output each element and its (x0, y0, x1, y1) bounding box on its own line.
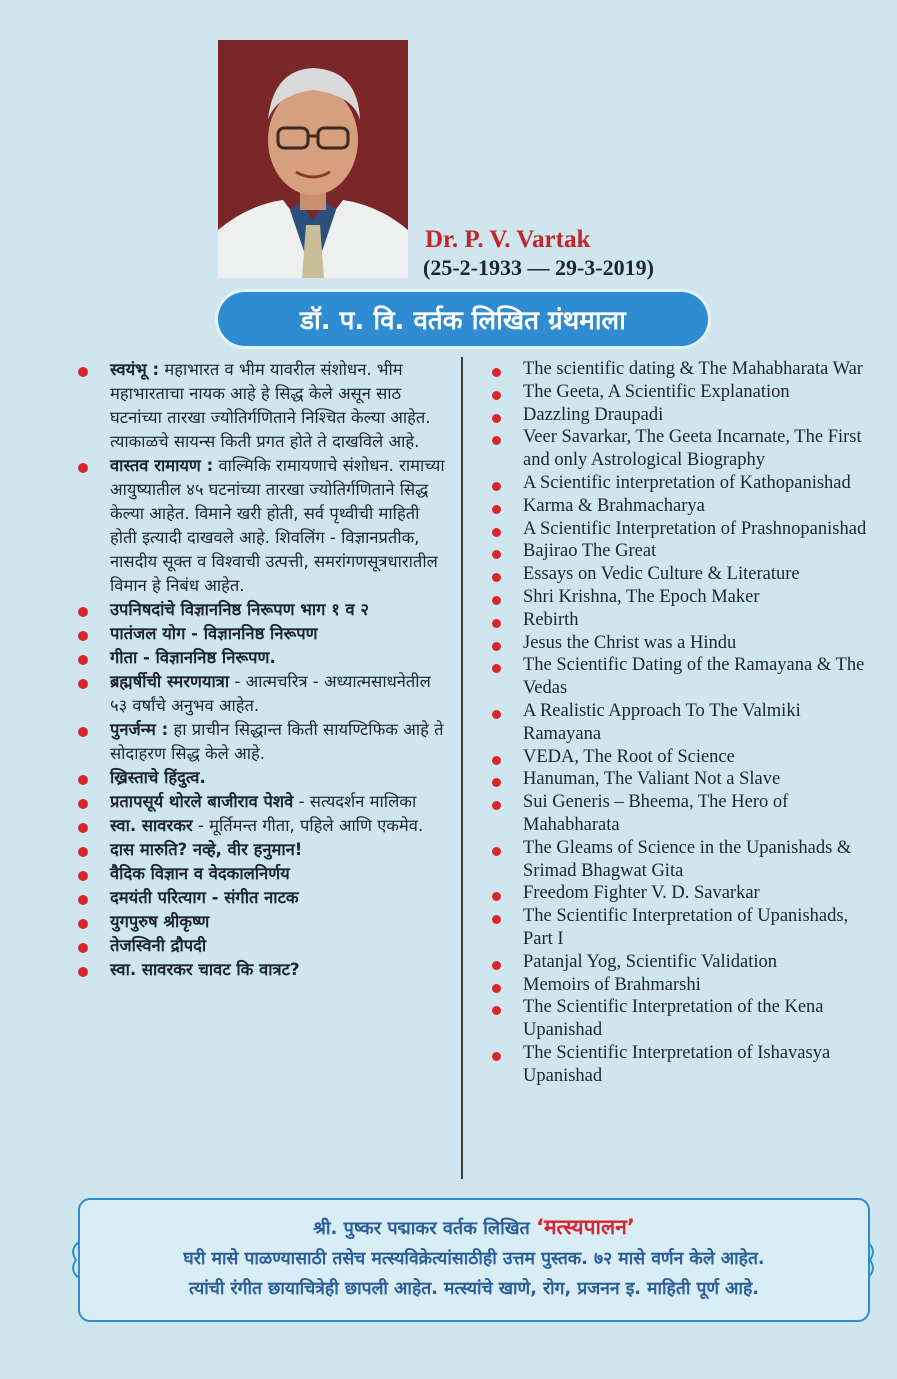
marathi-book-item (78, 454, 450, 598)
english-book-item (490, 791, 870, 837)
book-title: प्रतापसूर्य थोरले बाजीराव पेशवे (110, 792, 294, 811)
book-title: The Scientific Interpretation of Upanishads, Part I (523, 906, 849, 949)
marathi-book-item (78, 766, 450, 790)
english-book-item (490, 563, 870, 586)
english-book-list (490, 358, 870, 1088)
book-title: VEDA, The Root of Science (523, 746, 735, 767)
english-book-item (490, 381, 870, 404)
bullet-icon (78, 943, 88, 953)
bullet-icon (492, 550, 501, 559)
bullet-icon (78, 655, 88, 665)
bullet-icon (492, 961, 501, 970)
english-book-item (490, 472, 870, 495)
bullet-icon (492, 482, 501, 491)
bullet-icon (492, 368, 501, 377)
marathi-book-item (78, 814, 450, 838)
book-title: The Scientific Dating of the Ramayana & The Vedas (523, 655, 865, 699)
bullet-icon (78, 775, 88, 785)
book-title: The Scientific Interpretation of the Kena Upanishad (523, 997, 824, 1041)
bullet-icon (492, 573, 501, 582)
bullet-icon (492, 892, 501, 901)
book-title: Dazzling Draupadi (523, 404, 664, 425)
column-divider (461, 357, 463, 1179)
book-description: - मूर्तिमन्त गीता, पहिले आणि एकमेव. (192, 816, 424, 835)
bullet-icon (492, 596, 501, 605)
english-book-item (490, 426, 870, 472)
bullet-icon (78, 727, 88, 737)
book-title: A Scientific Interpretation of Prashnopanishad (523, 518, 867, 539)
bullet-icon (492, 915, 501, 924)
book-title: वास्तव रामायण : (110, 456, 214, 475)
book-title: The Gleams of Science in the Upanishads & Srimad Bhagwat Gita (523, 837, 852, 881)
bullet-icon (492, 414, 501, 423)
book-title: पुनर्जन्म : (110, 720, 169, 739)
book-description: - आत्मचरित्र - अध्यात्मसाधनेतील ५३ वर्षांचे अनुभव आहेत. (110, 672, 431, 715)
book-title: Freedom Fighter V. D. Savarkar (523, 883, 760, 904)
bullet-icon (492, 619, 501, 628)
book-title: A Realistic Approach To The Valmiki Ramayana (523, 700, 801, 744)
book-description: महाभारत व भीम यावरील संशोधन. भीम महाभारताचा नायक आहे हे सिद्ध केले असून साठ घटनांच्या तारखा ज्योतिर्गणिताने निश्चित केल्या आहेत. त्याकाळचे सायन्स किती प्रगत होते ते दाखविले आहे. (110, 360, 431, 451)
english-book-item (490, 586, 870, 609)
english-book-item (490, 358, 870, 381)
marathi-book-item (78, 910, 450, 934)
bullet-icon (492, 391, 501, 400)
bullet-icon (492, 710, 501, 719)
bullet-icon (492, 984, 501, 993)
marathi-book-item (78, 622, 450, 646)
marathi-book-item (78, 358, 450, 454)
book-title: ख्रिस्ताचे हिंदुत्व. (110, 768, 206, 787)
bullet-icon (78, 847, 88, 857)
bullet-icon (78, 895, 88, 905)
book-title: The scientific dating & The Mahabharata War (523, 359, 863, 379)
english-book-item (490, 495, 870, 518)
book-title: The Geeta, A Scientific Explanation (523, 381, 790, 402)
book-title: Karma & Brahmacharya (523, 495, 705, 516)
author-name: Dr. P. V. Vartak (425, 226, 591, 253)
bullet-icon (78, 799, 88, 809)
english-book-item (490, 700, 870, 746)
book-title: Essays on Vedic Culture & Literature (523, 564, 800, 585)
promo-box (78, 1198, 870, 1322)
english-book-item (490, 951, 870, 974)
book-title: Bajirao The Great (523, 541, 657, 562)
book-title: दमयंती परित्याग - संगीत नाटक (110, 888, 299, 907)
marathi-book-item (78, 598, 450, 622)
book-title: A Scientific interpretation of Kathopanishad (523, 472, 851, 493)
marathi-book-item (78, 718, 450, 766)
promo-line-1 (80, 1212, 868, 1244)
bullet-icon (492, 436, 501, 445)
marathi-book-item (78, 862, 450, 886)
promo-book-title: ‘मत्स्यपालन’ (536, 1215, 635, 1239)
book-title: Patanjal Yog, Scientific Validation (523, 951, 778, 972)
bullet-icon (492, 801, 501, 810)
english-book-item (490, 1042, 870, 1088)
bullet-icon (78, 607, 88, 617)
series-banner-title: डॉ. प. वि. वर्तक लिखित ग्रंथमाला (300, 306, 626, 336)
marathi-book-item (78, 670, 450, 718)
bullet-icon (492, 756, 501, 765)
book-title: स्वयंभू : (110, 360, 160, 379)
english-book-item (490, 996, 870, 1042)
bullet-icon (78, 367, 88, 377)
bullet-icon (492, 1052, 501, 1061)
bullet-icon (78, 871, 88, 881)
bullet-icon (492, 778, 501, 787)
marathi-book-item (78, 646, 450, 670)
book-title: गीता - विज्ञाननिष्ठ निरूपण. (110, 648, 276, 667)
english-book-item (490, 518, 870, 541)
bullet-icon (492, 642, 501, 651)
book-title: Memoirs of Brahmarshi (523, 974, 701, 995)
book-title: Veer Savarkar, The Geeta Incarnate, The First and only Astrological Biography (523, 427, 862, 471)
book-title: युगपुरुष श्रीकृष्ण (110, 912, 210, 931)
book-title: पातंजल योग - विज्ञाननिष्ठ निरूपण (110, 624, 318, 643)
marathi-book-item (78, 958, 450, 982)
english-book-item (490, 632, 870, 655)
bullet-icon (78, 679, 88, 689)
author-photo (218, 40, 408, 278)
book-title: Shri Krishna, The Epoch Maker (523, 586, 760, 607)
bullet-icon (492, 528, 501, 537)
book-title: The Scientific Interpretation of Ishavasya Upanishad (523, 1042, 831, 1086)
marathi-book-list (78, 358, 450, 982)
book-title: ब्रह्मर्षीची स्मरणयात्रा (110, 672, 230, 691)
book-title: स्वा. सावरकर (110, 816, 193, 835)
marathi-book-item (78, 790, 450, 814)
book-description: - सत्यदर्शन मालिका (293, 792, 417, 811)
english-book-item (490, 609, 870, 632)
english-book-item (490, 404, 870, 427)
english-book-item (490, 974, 870, 997)
book-title: तेजस्विनी द्रौपदी (110, 936, 207, 955)
book-title: Sui Generis – Bheema, The Hero of Mahabharata (523, 792, 789, 835)
english-book-item (490, 882, 870, 905)
english-book-item (490, 654, 870, 700)
bullet-icon (78, 463, 88, 473)
english-book-item (490, 905, 870, 951)
bullet-icon (492, 1006, 501, 1015)
english-book-item (490, 768, 870, 791)
bullet-icon (492, 847, 501, 856)
author-dates: (25-2-1933 — 29-3-2019) (423, 255, 654, 280)
promo-line-3: त्यांची रंगीत छायाचित्रेही छापली आहेत. मत्स्यांचे खाणे, रोग, प्रजनन इ. माहिती पूर्ण आहे. (189, 1279, 759, 1299)
bullet-icon (78, 631, 88, 641)
promo-line-2: घरी मासे पाळण्यासाठी तसेच मत्स्यविक्रेत्यांसाठीही उत्तम पुस्तक. ७२ मासे वर्णन केले आहेत. (183, 1249, 765, 1269)
book-title: उपनिषदांचे विज्ञाननिष्ठ निरूपण भाग १ व २ (110, 600, 370, 619)
english-book-item (490, 746, 870, 769)
series-banner (218, 292, 708, 346)
book-title: दास मारुति? नव्हे, वीर हनुमान! (110, 840, 303, 859)
bullet-icon (78, 823, 88, 833)
marathi-book-item (78, 886, 450, 910)
bullet-icon (492, 505, 501, 514)
english-book-item (490, 837, 870, 883)
book-description: वाल्मिकि रामायणाचे संशोधन. रामाच्या आयुष्यातील ४५ घटनांच्या तारखा ज्योतिर्गणिताने सिद्ध केल्या आहेत. विमाने खरी होती, सर्व पृथ्वीची माहिती होती इत्यादी दाखवले आहे. शिवलिंग - विज्ञानप्रतीक, नासदीय सूक्त व विश्वाची उत्पत्ती, समरांगणसूत्रधारातील विमान हे निबंध आहेत. (110, 456, 445, 595)
book-title: Rebirth (523, 609, 579, 630)
book-title: वैदिक विज्ञान व वेदकालनिर्णय (110, 864, 290, 883)
bullet-icon (78, 919, 88, 929)
book-title: Jesus the Christ was a Hindu (523, 632, 737, 653)
promo-author: श्री. पुष्कर पद्माकर वर्तक लिखित (313, 1218, 536, 1239)
english-book-item (490, 540, 870, 563)
bullet-icon (78, 967, 88, 977)
marathi-book-item (78, 934, 450, 958)
marathi-book-item (78, 838, 450, 862)
book-title: Hanuman, The Valiant Not a Slave (523, 769, 781, 790)
book-description: हा प्राचीन सिद्धान्त किती सायण्टिफिक आहे ते सोदाहरण सिद्ध केले आहे. (110, 720, 444, 763)
bullet-icon (492, 664, 501, 673)
book-title: स्वा. सावरकर चावट कि वात्रट? (110, 960, 300, 979)
